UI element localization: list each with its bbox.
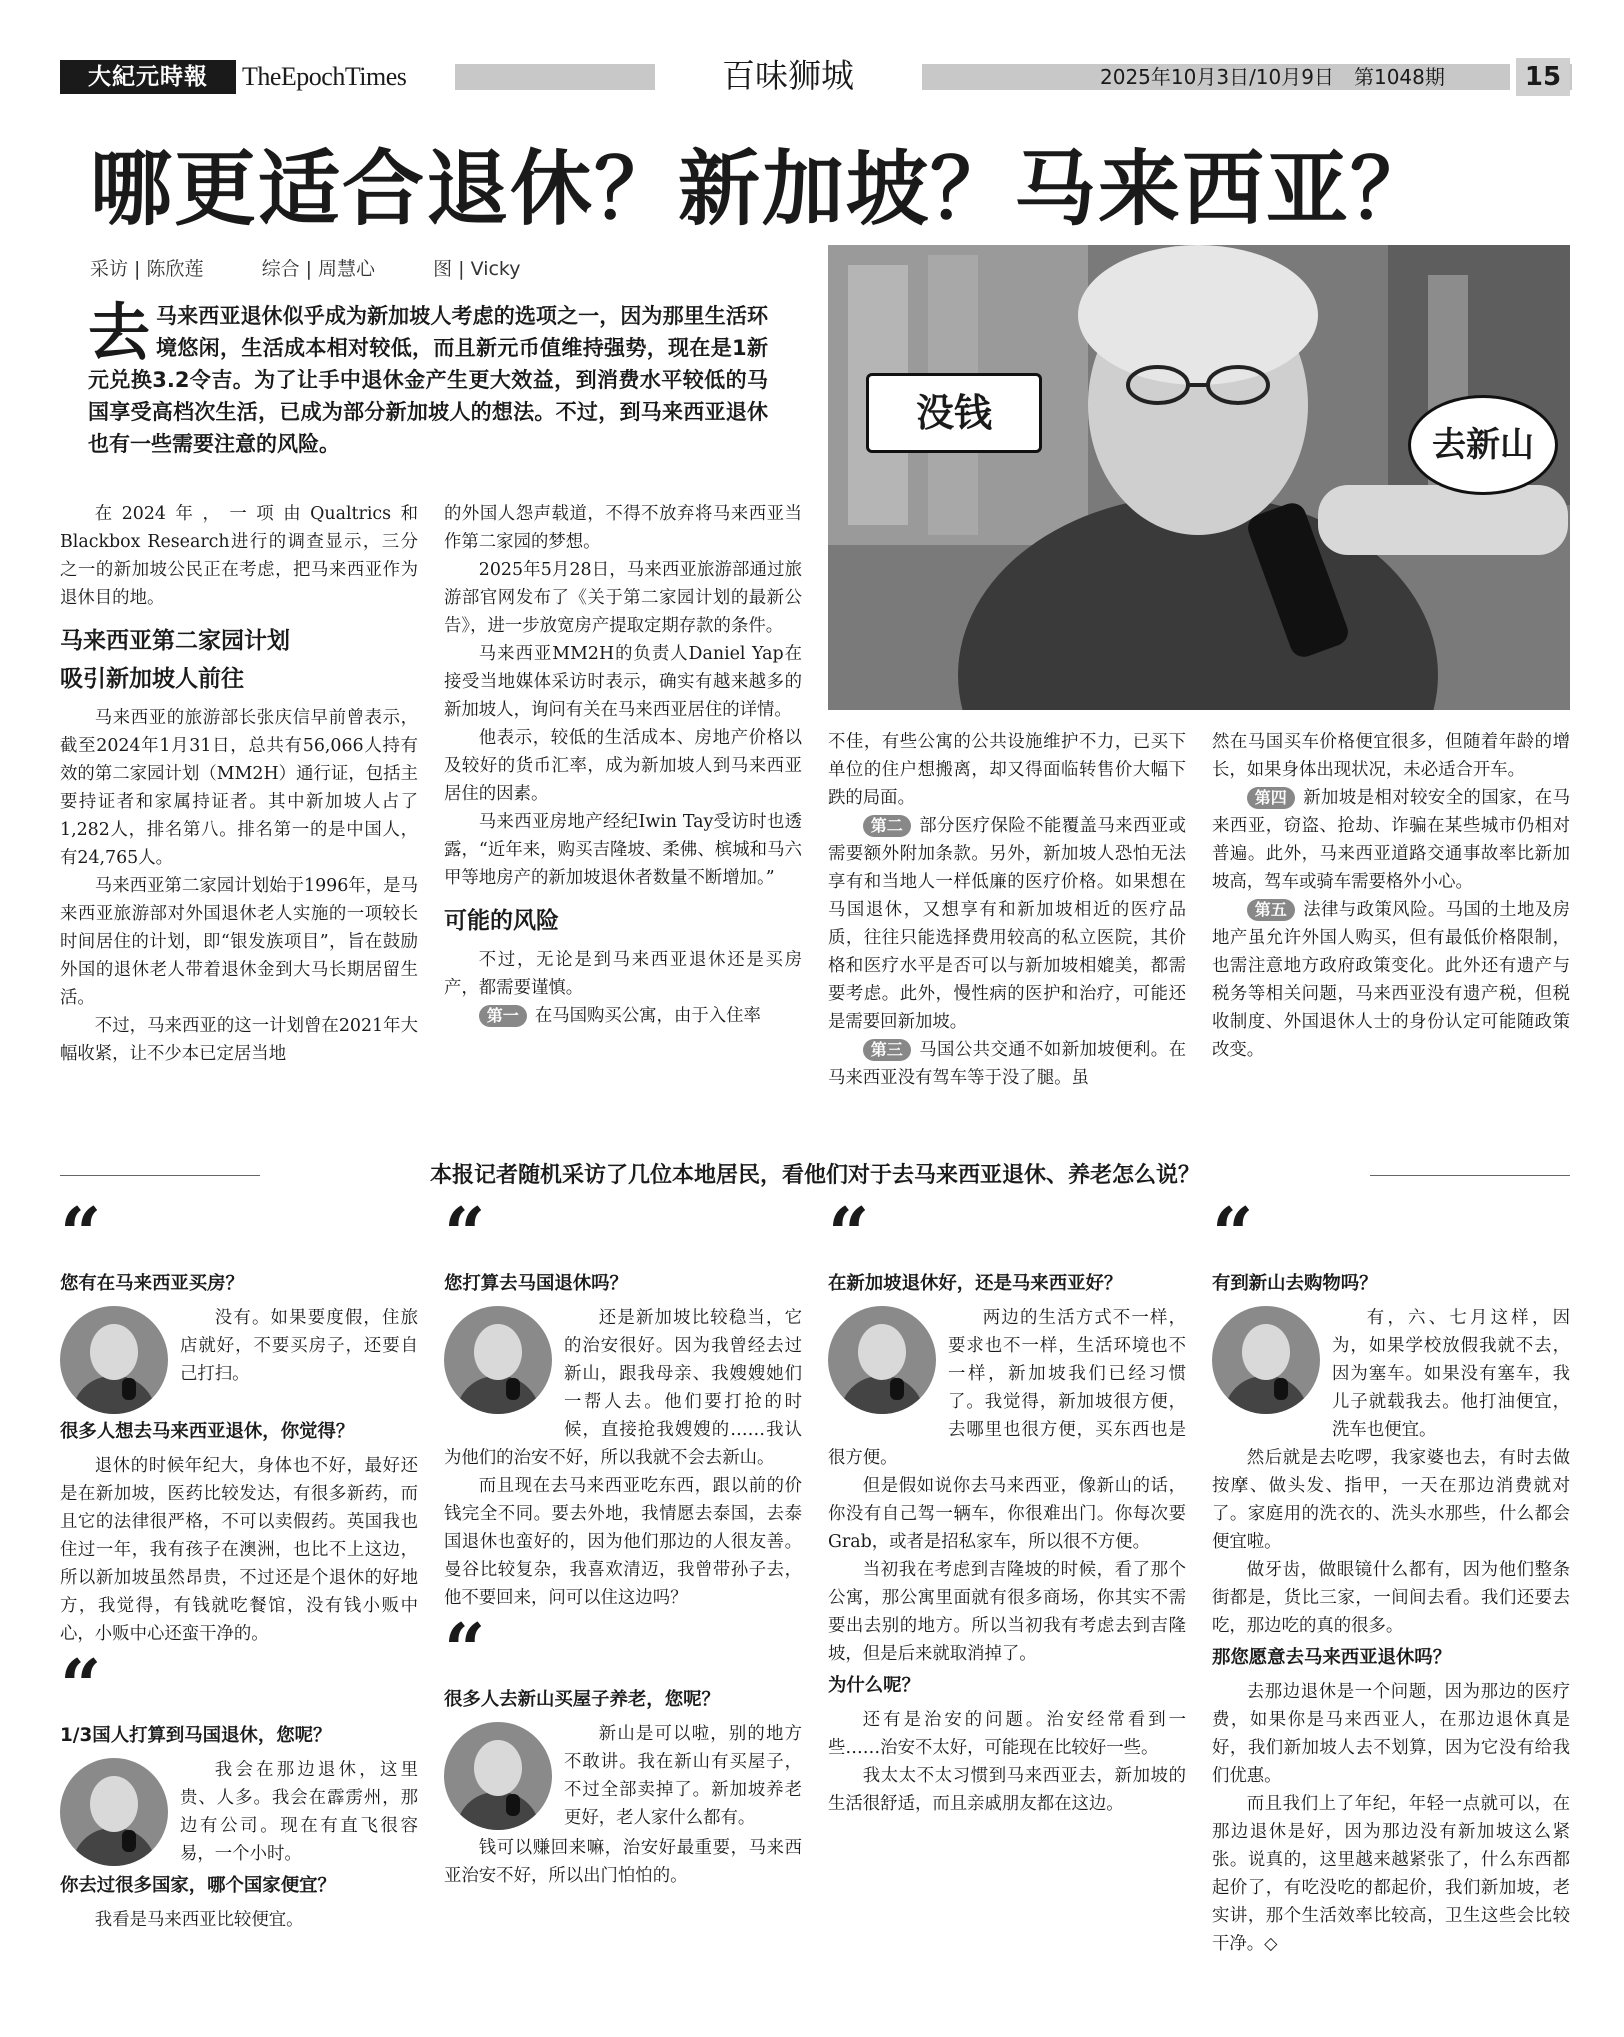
interview-answer: 我太太不太习惯到马来西亚去，新加坡的生活很舒适，而且亲戚朋友都在这边。: [828, 1766, 1186, 1814]
risk-text-2: 部分医疗保险不能覆盖马来西亚或需要额外附加条款。另外，新加坡人恐怕无法享有和当地人一样低廉的医疗价格。如果想在马国退休，又想享有和新加坡相近的医疗品质，往往只能选择费用较高的私立医院，其价格和医疗水平是否可以与新加坡相媲美，都需要考虑。此外，慢性病的医护和治疗，可能还是需要回新加坡。: [828, 816, 1186, 1032]
paragraph: 然在马国买车价格便宜很多，但随着年龄的增长，如果身体出现状况，未必适合开车。: [1212, 732, 1570, 780]
byline: 采访 | 陈欣莲 综合 | 周慧心 图 | Vicky: [90, 258, 521, 280]
logo-english: TheEpochTimes: [242, 62, 407, 91]
byline-interview-name: 陈欣莲: [146, 258, 204, 280]
section-name: 百味狮城: [722, 56, 854, 95]
quote-mark-icon: “: [60, 1191, 102, 1276]
interview-answer: 钱可以赚回来嘛，治安好最重要，马来西亚治安不好，所以出门怕怕的。: [444, 1838, 802, 1886]
subheading-line-1: 马来西亚第二家园计划: [60, 628, 290, 654]
interview-question: 那您愿意去马来西亚退休吗？: [1212, 1647, 1452, 1668]
paragraph: [1212, 784, 1570, 896]
interview-section-title: [60, 1158, 1570, 1194]
risk-text-4: 新加坡是相对较安全的国家，在马来西亚，窃盗、抢劫、诈骗在某些城市仍相对普遍。此外，马来西亚道路交通事故率比新加坡高，驾车或骑车需要格外小心。: [1212, 788, 1570, 892]
interview-column-4: [1212, 1191, 1570, 1958]
interview-question: 1/3国人打算到马国退休，您呢？: [60, 1725, 332, 1746]
risk-text-1: 在马国购买公寓，由于入住率: [534, 1006, 761, 1026]
paragraph: 不过，无论是到马来西亚退休还是买房产，都需要谨慎。: [444, 950, 802, 998]
interview-answer: 还有是治安的问题。治安经常看到一些……治安不太好，可能现在比较好一些。: [828, 1710, 1186, 1758]
article-column-3: [828, 728, 1186, 1092]
interview-question: 您打算去马国退休吗？: [444, 1273, 628, 1294]
risk-text-5: 法律与政策风险。马国的土地及房地产虽允许外国人购买，但有最低价格限制，也需注意地方政府政策变化。此外还有遗产与税务等相关问题，马来西亚没有遗产税，但税收制度、外国退休人士的身份认定可能随政策改变。: [1212, 900, 1570, 1060]
interviewee-photo: [60, 1306, 168, 1414]
paragraph: 马来西亚房地产经纪Iwin Tay受访时也透露，“近年来，购买吉隆坡、柔佛、槟城和马六甲等地房产的新加坡退休者数量不断增加。”: [444, 812, 802, 888]
paragraph: 2025年5月28日，马来西亚旅游部通过旅游部官网发布了《关于第二家园计划的最新公告》，进一步放宽房产提取定期存款的条件。: [444, 560, 802, 636]
main-photo: [828, 245, 1570, 710]
interviewee-photo: [1212, 1306, 1320, 1414]
quote-mark-icon: “: [1212, 1191, 1254, 1276]
subheading-line-2: 吸引新加坡人前往: [60, 666, 244, 692]
lead-paragraph: [88, 296, 768, 460]
paragraph: 不过，马来西亚的这一计划曾在2021年大幅收紧，让不少本已定居当地: [60, 1016, 418, 1064]
speech-bubble-no-money: 没钱: [866, 373, 1042, 453]
headline: 哪更适合退休？新加坡？马来西亚？: [90, 142, 1435, 237]
interview-question: 在新加坡退休好，还是马来西亚好？: [828, 1273, 1123, 1294]
masthead-bar-left: [455, 64, 655, 90]
paragraph: [828, 1036, 1186, 1092]
paragraph: 不佳，有些公寓的公共设施维护不力，已买下单位的住户想搬离，却又得面临转售价大幅下跌的局面。: [828, 732, 1186, 808]
paragraph: 在2024年，一项由Qualtrics和Blackbox Research进行的调查显示，三分之一的新加坡公民正在考虑，把马来西亚作为退休目的地。: [60, 504, 418, 608]
quote-mark-icon: “: [444, 1191, 486, 1276]
interview-question: 很多人去新山买屋子养老，您呢？: [444, 1689, 720, 1710]
interview-intro: 本报记者随机采访了几位本地居民，看他们对于去马来西亚退休、养老怎么说？: [429, 1163, 1200, 1188]
interview-answer: 没有。如果要度假，住旅店就好，不要买房子，还要自己打扫。: [180, 1308, 418, 1384]
page-number: 15: [1510, 58, 1570, 96]
quote-mark-icon: “: [60, 1643, 102, 1728]
article-column-1: [60, 500, 418, 1068]
subheading-mm2h: [60, 622, 418, 698]
interview-column-2: [444, 1191, 802, 1890]
interview-answer: 两边的生活方式不一样，要求也不一样，生活环境也不一样，新加坡我们已经习惯了。我觉得，新加坡很方便，去哪里也很方便，买东西也是很方便。: [828, 1308, 1186, 1468]
byline-photo-label: 图: [433, 258, 453, 280]
article-column-2: [444, 500, 802, 1030]
risk-tag-3: 第三: [863, 1039, 911, 1061]
paragraph: 马来西亚的旅游部长张庆信早前曾表示，截至2024年1月31日，总共有56,066人持有效的第二家园计划（MM2H）通行证，包括主要持证者和家属持证者。其中新加坡人占了1,282人，排名第八。排名第一的是中国人，有24,765人。: [60, 708, 418, 868]
byline-compile-label: 综合: [261, 258, 300, 280]
interview-answer: 做牙齿，做眼镜什么都有，因为他们整条街都是，货比三家，一间间去看。我们还要去吃，那边吃的真的很多。: [1212, 1560, 1570, 1636]
masthead: [60, 58, 1570, 98]
interview-answer: 然后就是去吃啰，我家婆也去，有时去做按摩、做头发、指甲，一天在那边消费就对了。家庭用的洗衣的、洗头水那些，什么都会便宜啦。: [1212, 1448, 1570, 1552]
interviewee-photo: [444, 1722, 552, 1830]
interview-question: 为什么呢？: [828, 1675, 920, 1696]
drop-cap: 去: [88, 296, 151, 369]
paragraph: 的外国人怨声载道，不得不放弃将马来西亚当作第二家园的梦想。: [444, 504, 802, 552]
paragraph: [1212, 896, 1570, 1064]
issue-date: 2025年10月3日/10月9日 第1048期: [1100, 65, 1445, 89]
interview-answer: 当初我在考虑到吉隆坡的时候，看了那个公寓，那公寓里面就有很多商场，你其实不需要出去别的地方。所以当初我有考虑去到吉隆坡，但是后来就取消掉了。: [828, 1560, 1186, 1664]
interview-question: 很多人想去马来西亚退休，你觉得？: [60, 1421, 355, 1442]
interview-answer: 新山是可以啦，别的地方不敢讲。我在新山有买屋子，不过全部卖掉了。新加坡养老更好，老人家什么都有。: [564, 1724, 802, 1828]
interview-column-3: [828, 1191, 1186, 1818]
interview-answer: 但是假如说你去马来西亚，像新山的话，你没有自己驾一辆车，你很难出门。你每次要Grab，或者是招私家车，所以很不方便。: [828, 1476, 1186, 1552]
risk-tag-4: 第四: [1247, 787, 1295, 809]
speech-bubble-johor: 去新山: [1408, 395, 1558, 495]
interview-answer: 我看是马来西亚比较便宜。: [94, 1910, 304, 1930]
logo-chinese: 大紀元時報: [60, 60, 236, 94]
interview-answer: 去那边退休是一个问题，因为那边的医疗费，如果你是马来西亚人，在那边退休真是好，我们新加坡人去不划算，因为它没有给我们优惠。: [1212, 1682, 1570, 1786]
byline-interview-label: 采访: [90, 258, 129, 280]
paragraph: [444, 1002, 802, 1030]
quote-mark-icon: “: [828, 1191, 870, 1276]
paragraph: 他表示，较低的生活成本、房地产价格以及较好的货币汇率，成为新加坡人到马来西亚居住的因素。: [444, 728, 802, 804]
interviewee-photo: [828, 1306, 936, 1414]
paragraph: 马来西亚第二家园计划始于1996年，是马来西亚旅游部对外国退休老人实施的一项较长时间居住的计划，即“银发族项目”，旨在鼓励外国的退休老人带着退休金到大马长期居留生活。: [60, 876, 418, 1008]
byline-photo-name: Vicky: [470, 258, 521, 280]
interview-answer: 有，六、七月这样，因为，如果学校放假我就不去，因为塞车。如果没有塞车，我儿子就载我去。他打油便宜，洗车也便宜。: [1332, 1308, 1570, 1440]
interview-answer: 而且现在去马来西亚吃东西，跟以前的价钱完全不同。要去外地，我情愿去泰国，去泰国退休也蛮好的，因为他们那边的人很友善。曼谷比较复杂，我喜欢清迈，我曾带孙子去，他不要回来，问可以住这边吗？: [444, 1476, 802, 1608]
interview-answer: 还是新加坡比较稳当，它的治安很好。因为我曾经去过新山，跟我母亲、我嫂嫂她们一帮人去。他们要打抢的时候，直接抢我嫂嫂的……我认为他们的治安不好，所以我就不会去新山。: [444, 1308, 802, 1468]
interview-question: 有到新山去购物吗？: [1212, 1273, 1378, 1294]
risk-tag-5: 第五: [1247, 899, 1295, 921]
risk-tag-1: 第一: [479, 1005, 527, 1027]
interview-column-1: [60, 1191, 418, 1934]
interviewee-photo: [60, 1758, 168, 1866]
interview-answer: 而且我们上了年纪，年轻一点就可以，在那边退休是好，因为那边没有新加坡这么紧张。说真的，这里越来越紧张了，什么东西都起价了，有吃没吃的都起价，我们新加坡，老实讲，那个生活效率比较高，卫生这些会比较干净。◇: [1212, 1794, 1570, 1954]
subheading-risks: 可能的风险: [444, 908, 559, 934]
interview-question: 您有在马来西亚买房？: [60, 1273, 244, 1294]
lead-text: 马来西亚退休似乎成为新加坡人考虑的选项之一，因为那里生活环境悠闲，生活成本相对较低，而且新元币值维持强势，现在是1新元兑换3.2令吉。为了让手中退休金产生更大效益，到消费水平较低的马国享受高档次生活，已成为部分新加坡人的想法。不过，到马来西亚退休也有一些需要注意的风险。: [88, 304, 768, 456]
interview-answer: 我会在那边退休，这里贵、人多。我会在霹雳州，那边有公司。现在有直飞很容易，一个小时。: [180, 1760, 418, 1864]
risk-text-3: 马国公共交通不如新加坡便利。在马来西亚没有驾车等于没了腿。虽: [828, 1040, 1186, 1088]
interview-question: 你去过很多国家，哪个国家便宜？: [60, 1875, 336, 1896]
byline-compile-name: 周慧心: [318, 258, 376, 280]
article-column-4: [1212, 728, 1570, 1064]
paragraph: 马来西亚MM2H的负责人Daniel Yap在接受当地媒体采访时表示，确实有越来越多的新加坡人，询问有关在马来西亚居住的详情。: [444, 644, 802, 720]
quote-mark-icon: “: [444, 1607, 486, 1692]
risk-tag-2: 第二: [863, 815, 911, 837]
paragraph: [828, 812, 1186, 1036]
interview-answer: 退休的时候年纪大，身体也不好，最好还是在新加坡，医药比较发达，有很多新药，而且它的法律很严格，不可以卖假药。英国我也住过一年，我有孩子在澳洲，也比不上这边，所以新加坡虽然昂贵，不过还是个退休的好地方，我觉得，有钱就吃餐馆，没有钱小贩中心，小贩中心还蛮干净的。: [60, 1456, 418, 1644]
interviewee-photo: [444, 1306, 552, 1414]
